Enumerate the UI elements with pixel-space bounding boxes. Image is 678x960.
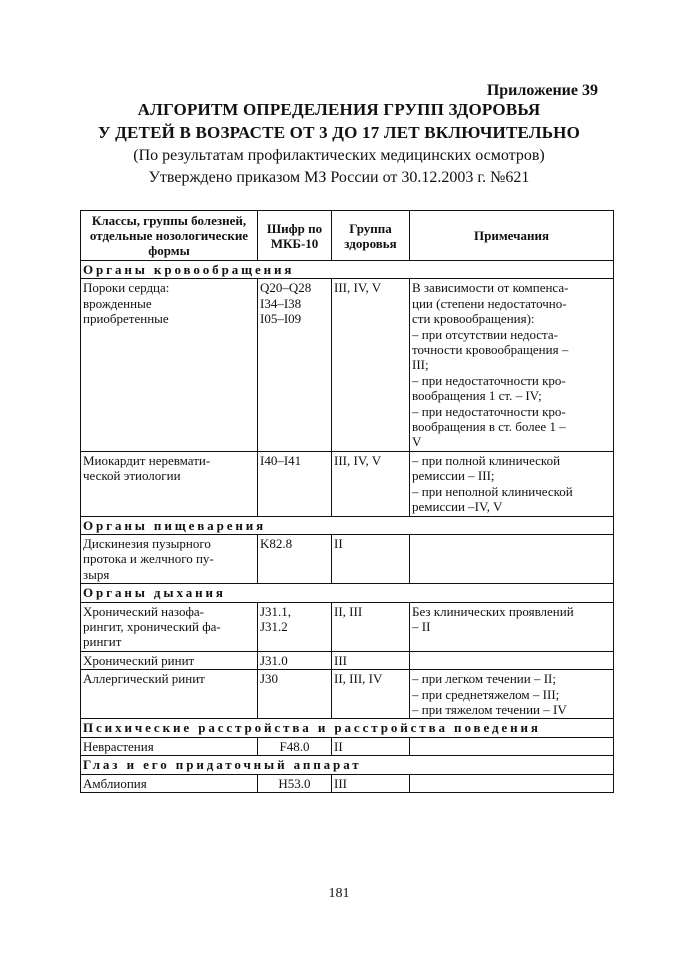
icd-code-cell (258, 534, 332, 583)
cell-line: Хронический ринит (83, 652, 195, 668)
health-group-cell: II (332, 534, 410, 583)
cell-line: рингит, хронический фа- (83, 618, 221, 634)
cell-line: J31.0 (260, 652, 288, 668)
cell-line: – при тяжелом течении – IV (412, 701, 567, 717)
table-row (81, 451, 614, 516)
icd-code-cell (258, 670, 332, 719)
section-title: Органы кровообращения (81, 261, 614, 279)
notes-cell (410, 670, 614, 719)
cell-line: ремиссии –IV, V (412, 499, 503, 515)
cell-line: протока и желчного пу- (83, 551, 214, 567)
section-title: Психические расстройства и расстройства поведения (81, 719, 614, 737)
cell-line: – при отсутствии недоста- (412, 326, 558, 342)
page-number: 181 (328, 886, 350, 901)
cell-line: I34–I38 (260, 295, 302, 311)
disease-name-cell (81, 602, 258, 651)
notes-cell (410, 602, 614, 651)
cell-line: – II (412, 618, 431, 634)
cell-line: J31.1, (260, 603, 292, 619)
cell-line: ремиссии – III; (412, 468, 495, 484)
health-groups-table (80, 210, 614, 793)
notes-cell (410, 651, 614, 669)
health-group-cell: III, IV, V (332, 279, 410, 451)
cell-line: Аллергический ринит (83, 671, 205, 687)
notes-cell (410, 451, 614, 516)
table-row (81, 602, 614, 651)
cell-line: – при легком течении – II; (412, 671, 556, 687)
table-row (81, 651, 614, 669)
cell-line: Миокардит неревмати- (83, 452, 211, 468)
cell-line: врожденные (83, 295, 152, 311)
cell-line: III; (412, 357, 429, 373)
cell-line: – при недостаточности кро- (412, 372, 566, 388)
table-row (81, 737, 614, 755)
cell-line: F48.0 (279, 738, 310, 754)
section-title: Глаз и его придаточный аппарат (81, 756, 614, 774)
section-row (81, 756, 614, 774)
cell-line: I05–I09 (260, 311, 302, 327)
cell-line: – при полной клинической (412, 452, 561, 468)
cell-line: – при неполной клинической (412, 483, 573, 499)
icd-code-cell (258, 774, 332, 792)
notes-cell (410, 534, 614, 583)
column-header-notes: Примечания (410, 211, 614, 261)
table-header-row (81, 211, 614, 261)
table-row (81, 670, 614, 719)
cell-line: вообращения 1 ст. – IV; (412, 388, 542, 404)
section-row (81, 719, 614, 737)
table-row (81, 534, 614, 583)
section-row (81, 584, 614, 602)
cell-line: K82.8 (260, 535, 293, 551)
column-header-icd-code: Шифр по МКБ-10 (258, 211, 332, 261)
cell-line: V (412, 434, 422, 450)
icd-code-cell (258, 651, 332, 669)
disease-name-cell (81, 279, 258, 451)
disease-name-cell (81, 774, 258, 792)
health-group-cell: III (332, 651, 410, 669)
cell-line: I40–I41 (260, 452, 302, 468)
cell-line: Без клинических проявлений (412, 603, 574, 619)
cell-line: зыря (83, 566, 110, 582)
cell-line: Неврастения (83, 738, 154, 754)
cell-line: H53.0 (278, 775, 311, 791)
section-row (81, 516, 614, 534)
section-row (81, 261, 614, 279)
health-group-cell: III (332, 774, 410, 792)
cell-line: Хронический назофа- (83, 603, 204, 619)
notes-cell (410, 774, 614, 792)
section-title: Органы дыхания (81, 584, 614, 602)
cell-line: J31.2 (260, 618, 288, 634)
disease-name-cell (81, 670, 258, 719)
appendix-label: Приложение 39 (486, 82, 598, 99)
column-header-disease: Классы, группы болезней, отдельные нозологические формы (81, 211, 258, 261)
cell-line: приобретенные (83, 311, 169, 327)
table-row (81, 279, 614, 451)
health-group-cell: II (332, 737, 410, 755)
cell-line: Дискинезия пузырного (83, 535, 211, 551)
cell-line: Пороки сердца: (83, 280, 170, 296)
health-group-cell: II, III, IV (332, 670, 410, 719)
health-group-cell: II, III (332, 602, 410, 651)
cell-line: рингит (83, 634, 122, 650)
cell-line: ции (степени недостаточно- (412, 295, 567, 311)
cell-line: В зависимости от компенса- (412, 280, 569, 296)
page-subtitle-order: Утверждено приказом МЗ России от 30.12.2003 г. №621 (148, 169, 530, 186)
health-group-cell: III, IV, V (332, 451, 410, 516)
icd-code-cell (258, 602, 332, 651)
icd-code-cell (258, 279, 332, 451)
disease-name-cell (81, 651, 258, 669)
cell-line: сти кровообращения): (412, 311, 535, 327)
icd-code-cell (258, 451, 332, 516)
cell-line: – при недостаточности кро- (412, 403, 566, 419)
column-header-health-group: Группа здоровья (332, 211, 410, 261)
disease-name-cell (81, 534, 258, 583)
table-row (81, 774, 614, 792)
cell-line: точности кровообращения – (412, 342, 569, 358)
page-title-line1: АЛГОРИТМ ОПРЕДЕЛЕНИЯ ГРУПП ЗДОРОВЬЯ (137, 100, 541, 119)
section-title: Органы пищеварения (81, 516, 614, 534)
cell-line: ческой этиологии (83, 468, 181, 484)
page-title-line2: У ДЕТЕЙ В ВОЗРАСТЕ ОТ 3 ДО 17 ЛЕТ ВКЛЮЧИТЕЛЬНО (98, 123, 580, 142)
notes-cell (410, 279, 614, 451)
disease-name-cell (81, 737, 258, 755)
cell-line: J30 (260, 671, 279, 687)
disease-name-cell (81, 451, 258, 516)
cell-line: – при среднетяжелом – III; (412, 686, 560, 702)
cell-line: Q20–Q28 (260, 280, 312, 296)
icd-code-cell (258, 737, 332, 755)
table-body (81, 261, 614, 793)
page-subtitle-source: (По результатам профилактических медицинских осмотров) (133, 147, 545, 164)
cell-line: Амблиопия (83, 775, 147, 791)
cell-line: вообращения в ст. более 1 – (412, 419, 566, 435)
notes-cell (410, 737, 614, 755)
